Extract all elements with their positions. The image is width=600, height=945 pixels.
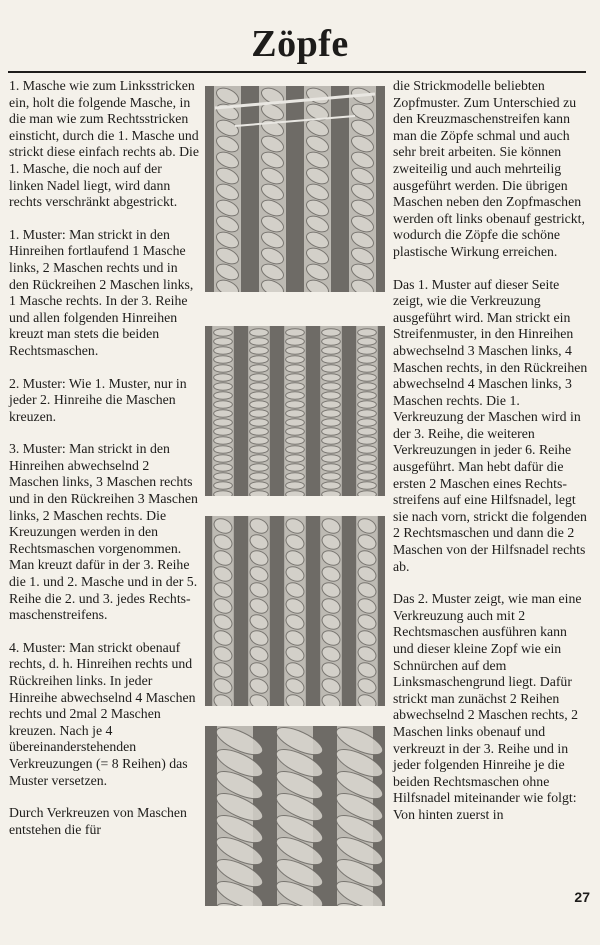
swatch-muster-1	[205, 86, 385, 292]
paragraph-muster-1: 1. Muster: Man strickt in den Hinreihen fortlaufend 1 Masche links, 2 Maschen rechts und in den Rückreihen 2 Maschen links, 1 Masche rechts. In der 3. Reihe und allen folgenden Hinreihen kreuzt man stets die beiden Rechtsmaschen.	[9, 226, 194, 358]
swatch-muster-4	[205, 726, 385, 906]
paragraph-muster-3: 3. Muster: Man strickt in den Hinreihen abwechselnd 2 Maschen links, 3 Maschen rechts und in den Rückreihen 3 Maschen links, 2 Maschen rechts. Die Kreuzungen werden in den Rechtsmaschen vorgenommen. Man kreuzt dafür in der 3. Reihe die 1. und 2. Masche und in der 5. Reihe die 2. und 3. jedes Rechtsmaschenstreifens.	[9, 441, 198, 623]
paragraph-zopfmuster: die Strickmodelle beliebten Zopfmuster. Zum Unterschied zu den Kreuzmaschenstreifen kann man die Zöpfe schmal und auch sehr breit arbeiten. Sie können zweiteilig und auch mehrteilig ausgeführt werden. Die übrigen Maschen neben den Zopfmaschen werden oft links obenauf gestrickt, wodurch die Zöpfe die schöne plastische Wirkung erreichen.	[393, 78, 585, 259]
swatch-muster-1-photo	[205, 86, 385, 292]
paragraph-muster-1-explanation: Das 1. Muster auf dieser Seite zeigt, wie die Verkreuzung ausgeführt wird. Man strickt ein Streifenmuster, in den Hinreihen abwechselnd 3 Maschen links, 4 Maschen rechts, in den Rückreihen abwechselnd 4 Maschen links, 3 Maschen rechts. Die 1. Verkreuzung der Maschen wird in der 3. Reihe, die weiteren Verkreuzungen in jeder 6. Reihe ausgeführt. Man hebt dafür die ersten 2 Maschen eines Rechtsstreifens auf eine Hilfsnadel, legt sie nach vorn, strickt die folgenden 2 Rechtsmaschen und dann die 2 Maschen von der Hilfsnadel rechts ab.	[393, 276, 588, 574]
paragraph-muster-2: 2. Muster: Wie 1. Muster, nur in jeder 2. Hinreihe die Maschen kreuzen.	[9, 375, 187, 424]
title-rule	[8, 71, 586, 73]
paragraph-muster-4: 4. Muster: Man strickt obenauf rechts, d. h. Hinreihen rechts und Rückreihen links. In jeder Hinreihe abwechselnd 4 Maschen rechts und 2mal 2 Maschen kreuzen. Nach je 4 übereinanderstehenden Verkreuzungen (= 8 Reihen) das Muster versetzen.	[9, 639, 196, 788]
page-number: 27	[574, 889, 590, 905]
swatch-muster-3	[205, 516, 385, 706]
left-text-column	[9, 78, 199, 854]
knitting-photo-strip	[205, 86, 385, 906]
right-text-column	[393, 78, 589, 840]
page-title: Zöpfe	[251, 23, 349, 65]
paragraph-cross-technique: 1. Masche wie zum Linksstricken ein, holt die folgende Masche, in die man wie zum Rechtsstricken einsticht, durch die 1. Masche und strickt diese einfach rechts ab. Die 1. Masche, die noch auf der linken Nadel liegt, wird dann rechts verschränkt abgestrickt.	[9, 78, 200, 210]
paragraph-muster-2-explanation: Das 2. Muster zeigt, wie man eine Verkreuzung auch mit 2 Rechtsmaschen ausführen kann und dieser kleine Zopf wie ein Schnürchen auf dem Linksmaschengrund liegt. Dafür strickt man zunächst 2 Reihen abwechselnd 2 Maschen rechts, 2 Maschen links obenauf und verkreuzt in der 3. Reihe und in jeder folgenden Hinreihe je die beiden Rechtsmaschen ohne Hilfsnadel miteinander wie folgt: Von hinten zuerst in	[393, 591, 582, 822]
swatch-muster-3-photo	[205, 516, 385, 706]
swatch-muster-2	[205, 326, 385, 496]
swatch-muster-4-photo	[205, 726, 385, 906]
swatch-muster-2-photo	[205, 326, 385, 496]
paragraph-intro: Durch Verkreuzen von Maschen entstehen die für	[9, 805, 187, 837]
